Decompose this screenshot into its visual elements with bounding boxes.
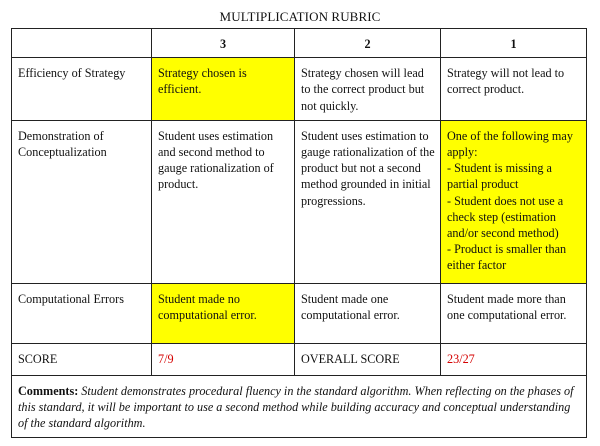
header-row — [12, 29, 587, 58]
criterion-computational: Computational Errors — [12, 283, 152, 343]
row-efficiency — [12, 58, 587, 121]
row-comments — [12, 375, 587, 438]
conceptualization-level-1 — [441, 120, 587, 283]
computational-level-2: Student made one computational error. — [295, 283, 441, 343]
criterion-efficiency: Efficiency of Strategy — [12, 58, 152, 121]
row-conceptualization — [12, 120, 587, 283]
comments-label: Comments: — [18, 383, 79, 398]
comments-text: Student demonstrates procedural fluency in the standard algorithm. When reflecting on the phases of this standard, it will be important to use a second method while building accuracy and conceptual understanding of the standard algorithm. — [18, 383, 574, 431]
header-level-3: 3 — [152, 29, 295, 58]
rubric-title: MULTIPLICATION RUBRIC — [219, 9, 381, 24]
computational-level-3: Student made no computational error. — [152, 283, 295, 343]
conceptualization-item: - Student does not use a check step (estimation and/or second method) — [447, 193, 564, 241]
overall-score-label: OVERALL SCORE — [295, 343, 441, 375]
header-level-1: 1 — [441, 29, 587, 58]
computational-level-1: Student made more than one computational error. — [441, 283, 587, 343]
score-label: SCORE — [12, 343, 152, 375]
efficiency-level-1: Strategy will not lead to correct product. — [441, 58, 587, 121]
conceptualization-level-2: Student uses estimation to gauge rationalization of the product but not a second method grounded in initial progressions. — [295, 120, 441, 283]
efficiency-level-2: Strategy chosen will lead to the correct product but not quickly. — [295, 58, 441, 121]
header-level-2: 2 — [295, 29, 441, 58]
conceptualization-intro: One of the following may apply: — [447, 128, 573, 160]
row-score — [12, 343, 587, 375]
conceptualization-item: - Product is smaller than either factor — [447, 242, 567, 273]
conceptualization-item: - Student is missing a partial product — [447, 161, 552, 192]
score-value: 7/9 — [152, 343, 295, 375]
header-blank — [12, 29, 152, 58]
row-computational — [12, 283, 587, 343]
rubric-table — [11, 28, 587, 438]
conceptualization-level-3: Student uses estimation and second method to gauge rationalization of product. — [152, 120, 295, 283]
overall-score-value: 23/27 — [441, 343, 587, 375]
efficiency-level-3: Strategy chosen is efficient. — [152, 58, 295, 121]
criterion-conceptualization: Demonstration of Conceptualization — [12, 120, 152, 283]
comments-cell — [12, 375, 587, 438]
